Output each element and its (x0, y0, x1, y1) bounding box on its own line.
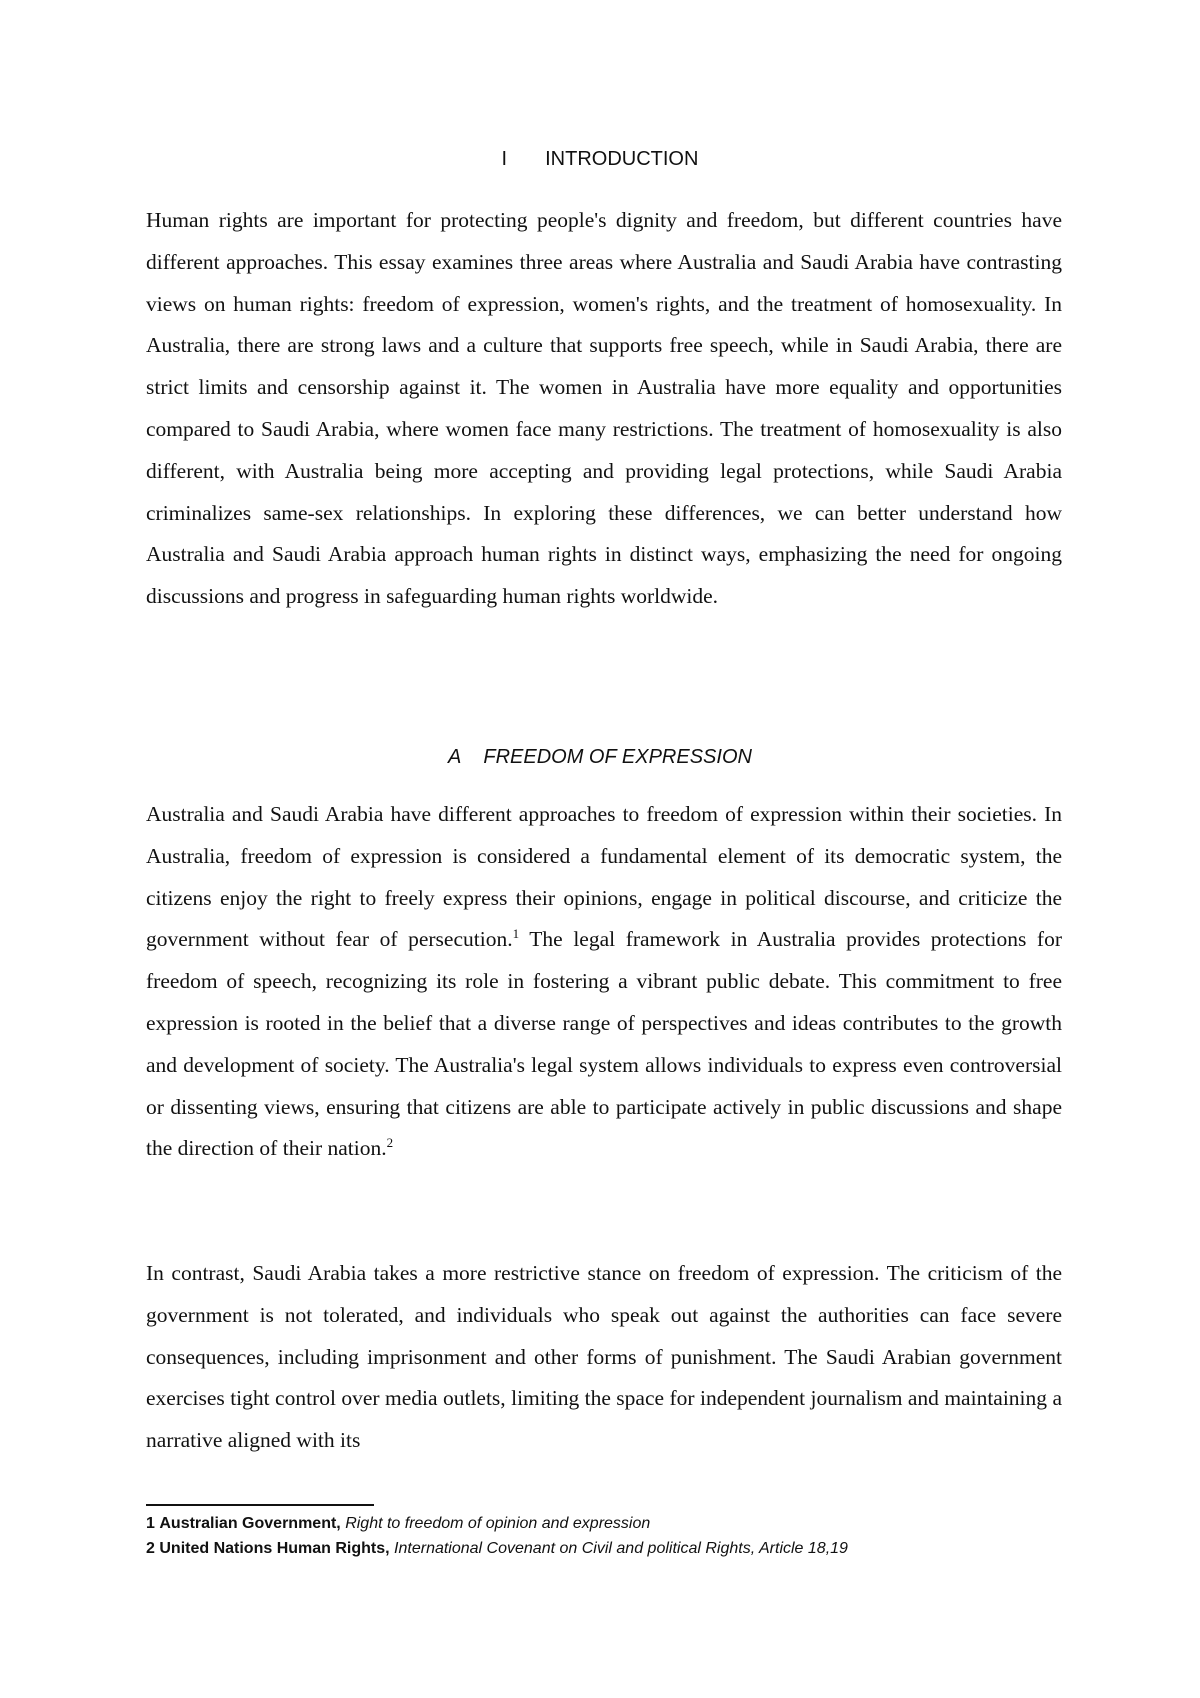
introduction-numeral: I (501, 148, 508, 170)
footnote-source: Australian Government, (159, 1515, 341, 1532)
footnote-1 (146, 1511, 1126, 1536)
introduction-heading (0, 148, 1200, 171)
section-a-paragraph-2: In contrast, Saudi Arabia takes a more restrictive stance on freedom of expression. The criticism of the government is not tolerated, and individuals who speak out against the authorities can face severe consequences, including imprisonment and other forms of punishment. The Saudi Arabian government exercises tight control over media outlets, limiting the space for independent journalism and maintaining a narrative aligned with its (146, 1261, 1062, 1453)
footnote-source: United Nations Human Rights, (159, 1540, 390, 1557)
section-a-heading (0, 746, 1200, 769)
footnote-separator (146, 1504, 374, 1506)
section-a-letter: A (448, 746, 462, 768)
footnote-ref-1[interactable]: 1 (512, 926, 520, 942)
introduction-paragraph: Human rights are important for protecting people's dignity and freedom, but different countries have different approaches. This essay examines three areas where Australia and Saudi Arabia have contrasting views on human rights: freedom of expression, women's rights, and the treatment of homosexuality. In Australia, there are strong laws and a culture that supports free speech, while in Saudi Arabia, there are strict limits and censorship against it. The women in Australia have more equality and opportunities compared to Saudi Arabia, where women face many restrictions. The treatment of homosexuality is also different, with Australia being more accepting and providing legal protections, while Saudi Arabia criminalizes same-sex relationships. In exploring these differences, we can better understand how Australia and Saudi Arabia approach human rights in distinct ways, emphasizing the need for ongoing discussions and progress in safeguarding human rights worldwide. (146, 208, 1062, 609)
section-a-title: FREEDOM OF EXPRESSION (483, 746, 752, 768)
footnote-2 (146, 1536, 1126, 1561)
footnote-number: 2 (146, 1540, 155, 1557)
footnote-ref-2[interactable]: 2 (386, 1135, 394, 1151)
section-a-paragraph-1 (146, 794, 1062, 1170)
footnote-title: Right to freedom of opinion and expression (345, 1515, 651, 1532)
paragraph-text: Australia and Saudi Arabia have different approaches to freedom of expression within their societies. In Australia, freedom of expression is considered a fundamental element of its democratic system, the citizens enjoy the right to freely express their opinions, engage in political discourse, and criticize the government without fear of persecution. (146, 802, 1062, 952)
footnote-title: International Covenant on Civil and political Rights, Article 18,19 (394, 1540, 848, 1557)
footnotes (146, 1511, 1126, 1561)
paragraph-text: The legal framework in Australia provides protections for freedom of speech, recognizing its role in fostering a vibrant public debate. This commitment to free expression is rooted in the belief that a diverse range of perspectives and ideas contributes to the growth and development of society. The Australia's legal system allows individuals to express even controversial or dissenting views, ensuring that citizens are able to participate actively in public discussions and shape the direction of their nation. (146, 927, 1062, 1161)
introduction-title: INTRODUCTION (545, 148, 699, 170)
footnote-number: 1 (146, 1515, 155, 1532)
